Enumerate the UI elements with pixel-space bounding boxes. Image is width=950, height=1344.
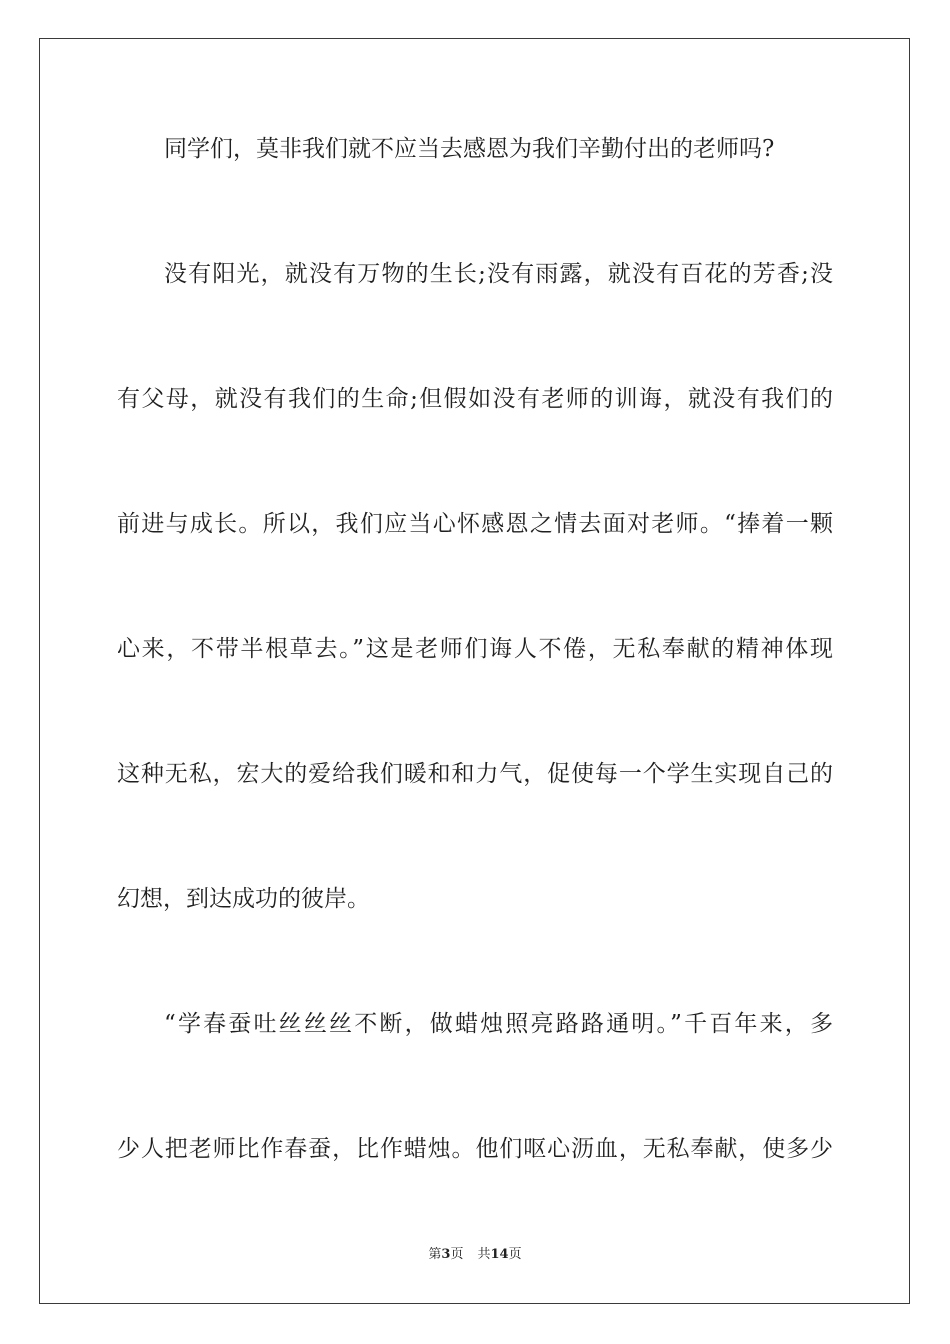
page-footer: [0, 1246, 950, 1264]
paragraph-line: 少人把老师比作春蚕，比作蜡烛。他们呕心沥血，无私奉献，使多少: [117, 1136, 833, 1162]
page-number-label: 第3页: [428, 1247, 464, 1262]
paragraph-line: 心来，不带半根草去。”这是老师们诲人不倦，无私奉献的精神体现: [117, 636, 833, 662]
paragraph-line: “学春蚕吐丝丝丝不断，做蜡烛照亮路路通明。”千百年来，多: [164, 1011, 833, 1037]
paragraph-line: 幻想，到达成功的彼岸。: [117, 886, 370, 912]
page-border: [39, 38, 910, 1304]
paragraph-line: 有父母，就没有我们的生命;但假如没有老师的训诲，就没有我们的: [117, 386, 833, 412]
page-total-label: 共14页: [477, 1247, 522, 1262]
paragraph-line: 这种无私，宏大的爱给我们暖和和力气，促使每一个学生实现自己的: [117, 761, 833, 787]
paragraph-line: 没有阳光，就没有万物的生长;没有雨露，就没有百花的芳香;没: [164, 261, 833, 287]
paragraph-line: 前进与成长。所以，我们应当心怀感恩之情去面对老师。“捧着一颗: [117, 511, 833, 537]
paragraph-line: 同学们，莫非我们就不应当去感恩为我们辛勤付出的老师吗?: [164, 136, 775, 162]
